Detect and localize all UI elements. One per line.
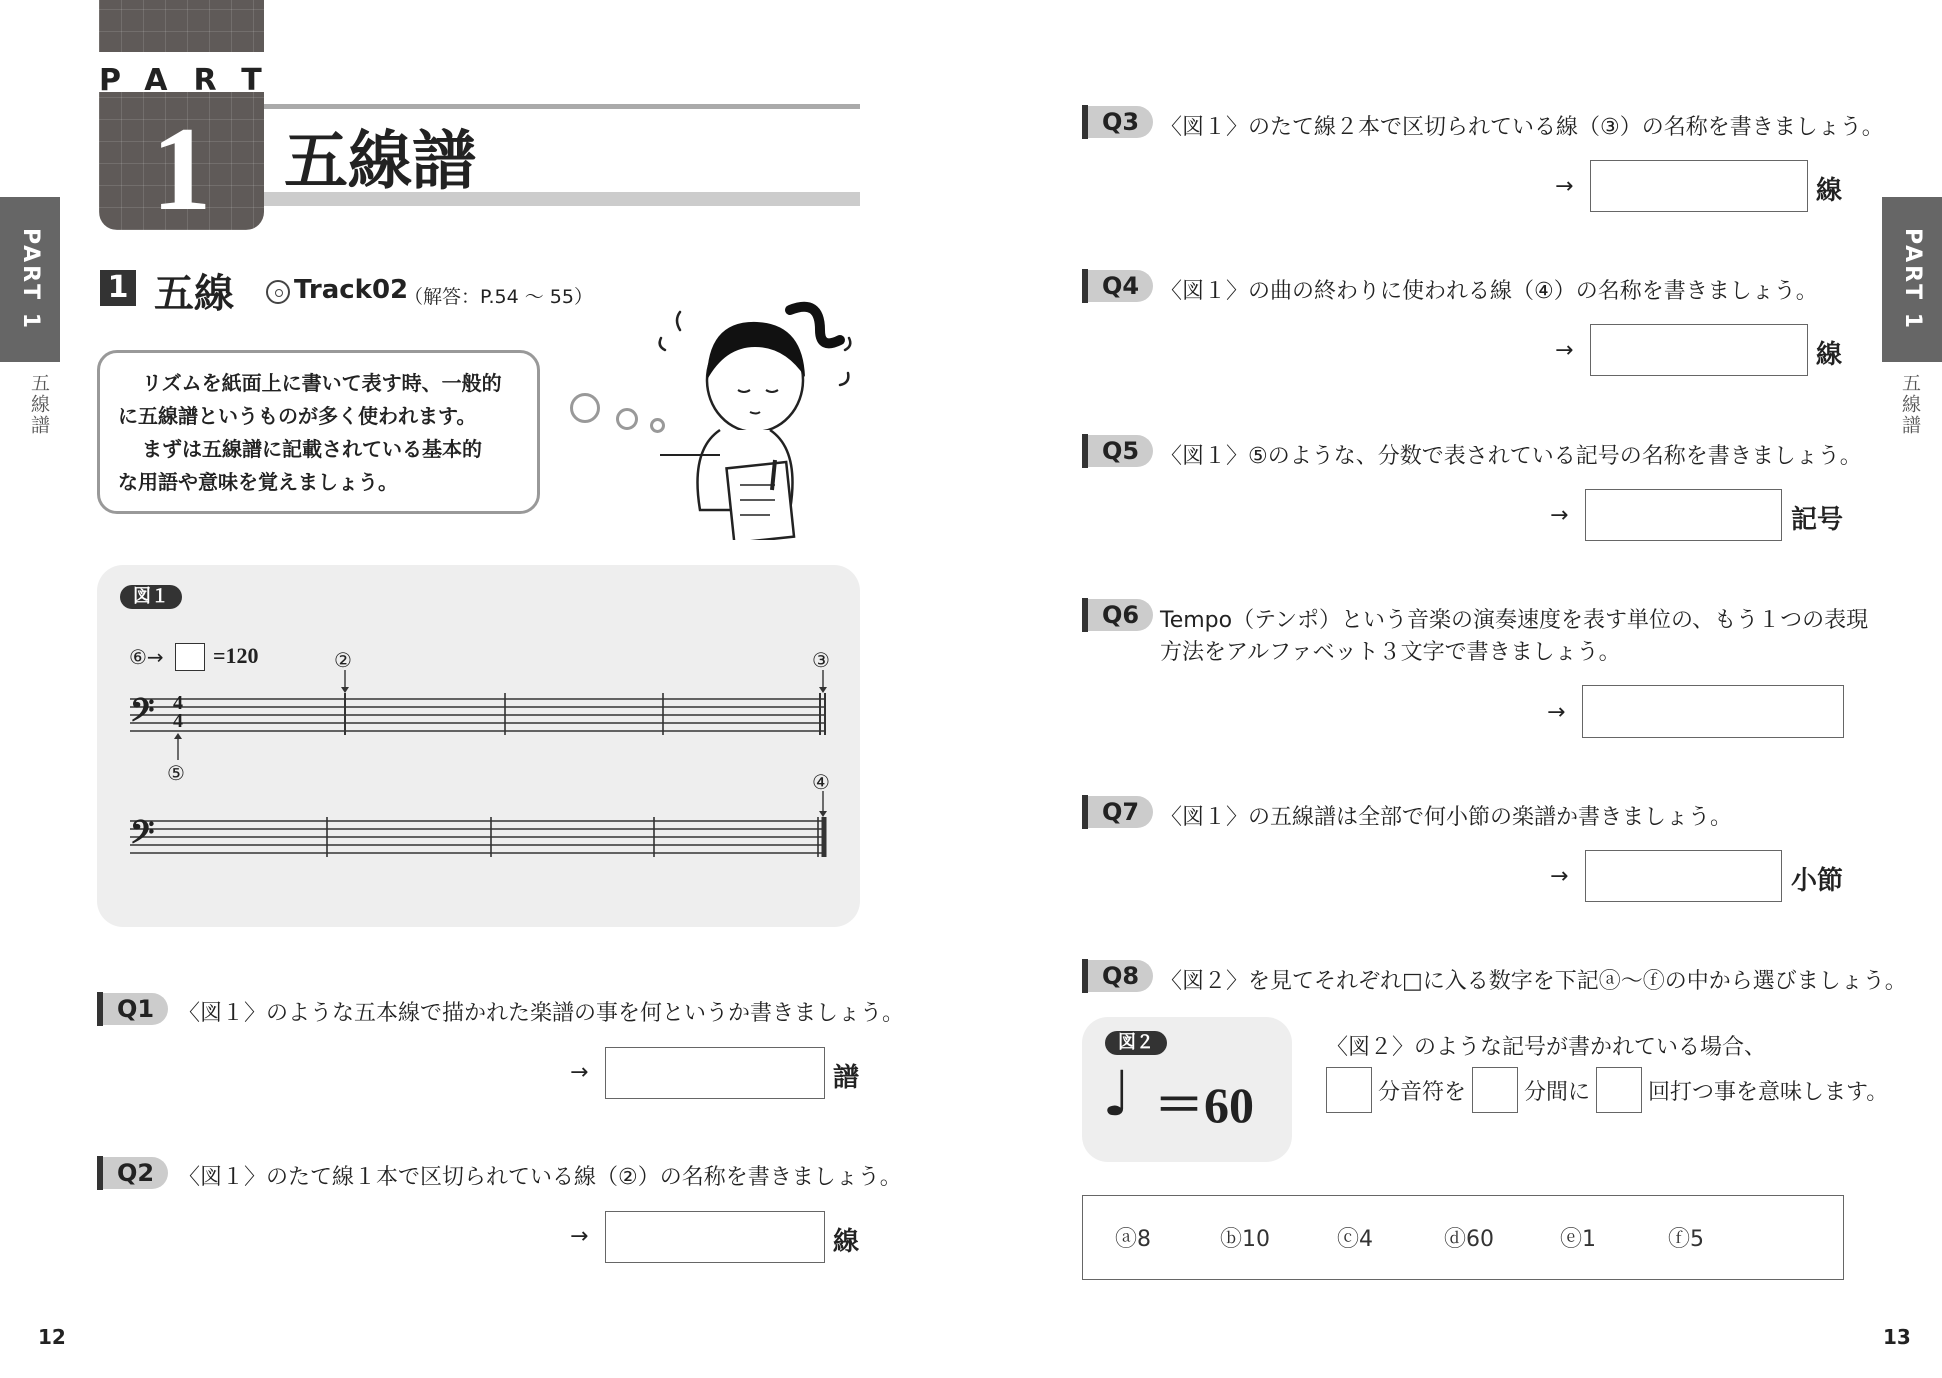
choice-b: ⓑ10: [1220, 1227, 1270, 1252]
q2-tag: Q2: [103, 1157, 168, 1189]
q6-tag: Q6: [1088, 599, 1153, 631]
q5-text: 〈図１〉⑤のような、分数で表されている記号の名称を書きましょう。: [1160, 444, 1862, 469]
q8-blank-1[interactable]: [1326, 1067, 1372, 1113]
choice-e: ⓔ1: [1560, 1227, 1596, 1252]
q7-suffix: 小節: [1791, 866, 1844, 896]
track-label: Track02: [294, 275, 409, 305]
cd-icon: [266, 280, 290, 304]
page-number-right: 13: [1883, 1325, 1911, 1349]
arrow-icon: →: [1550, 503, 1569, 528]
svg-text:𝄢: 𝄢: [130, 691, 155, 736]
q6-text: Tempo（テンポ）という音楽の演奏速度を表す単位の、もう１つの表現: [1160, 608, 1869, 633]
q5-suffix: 記号: [1791, 505, 1844, 535]
q6-answer-box[interactable]: [1582, 685, 1844, 738]
figure-1-panel: [97, 565, 860, 927]
q1-text: 〈図１〉のような五本線で描かれた楽譜の事を何というか書きましょう。: [178, 1001, 905, 1026]
arrow-icon: →: [1555, 338, 1574, 363]
q1-tag: Q1: [103, 993, 168, 1025]
side-tab-right-sub: 五線譜: [1899, 373, 1921, 436]
chapter-title: 五線譜: [284, 125, 476, 199]
part-label: PART: [99, 63, 288, 98]
arrow-icon: →: [1550, 864, 1569, 889]
q4-answer-box[interactable]: [1590, 324, 1808, 376]
tempo-value: =120: [213, 643, 259, 668]
marker-5: ⑤: [167, 761, 185, 785]
intro-speech-bubble: [97, 350, 540, 514]
q8-blank-2[interactable]: [1472, 1067, 1518, 1113]
thought-dot: [570, 393, 600, 423]
question-q7: [1082, 795, 1153, 829]
figure-2-label: 図２: [1105, 1031, 1167, 1055]
q1-suffix: 譜: [833, 1063, 860, 1093]
q4-suffix: 線: [1816, 340, 1843, 370]
choice-a: ⓐ8: [1115, 1227, 1151, 1252]
side-tab-left-sub: 五線譜: [28, 373, 50, 436]
intro-line: に五線譜というものが多く使われます。: [118, 404, 477, 428]
q2-suffix: 線: [833, 1227, 860, 1257]
svg-text:𝄢: 𝄢: [130, 813, 155, 858]
arrow-icon: →: [570, 1224, 589, 1249]
arrow-icon: →: [1547, 700, 1566, 725]
part-number: 1: [151, 102, 212, 235]
q3-tag: Q3: [1088, 106, 1153, 138]
question-q5: [1082, 434, 1153, 468]
arrow-icon: →: [1555, 174, 1574, 199]
q8-tag: Q8: [1088, 960, 1153, 992]
q1-answer-box[interactable]: [605, 1047, 825, 1099]
question-q8: [1082, 959, 1153, 993]
q8-blank-3[interactable]: [1596, 1067, 1642, 1113]
side-tab-right: PART 1: [1882, 197, 1942, 362]
choice-c: ⓒ4: [1337, 1227, 1373, 1252]
question-q2: [97, 1156, 168, 1190]
q7-answer-box[interactable]: [1585, 850, 1782, 902]
part-header-tab: [99, 0, 288, 235]
q2-text: 〈図１〉のたて線１本で区切られている線（②）の名称を書きましょう。: [178, 1165, 902, 1190]
q7-tag: Q7: [1088, 796, 1153, 828]
question-q6: [1082, 598, 1153, 632]
q8-part-3: 回打つ事を意味します。: [1648, 1079, 1889, 1105]
q8-part-2: 分間に: [1524, 1079, 1591, 1105]
page-number-left: 12: [38, 1325, 66, 1349]
answer-reference: （解答：P.54 ～ 55）: [404, 286, 593, 308]
section-number: 1: [100, 270, 136, 306]
q2-answer-box[interactable]: [605, 1211, 825, 1263]
thought-dot: [616, 408, 638, 430]
question-q1: [97, 992, 168, 1026]
q4-text: 〈図１〉の曲の終わりに使われる線（④）の名称を書きましょう。: [1160, 279, 1818, 304]
figure-2-panel: [1082, 1017, 1292, 1162]
question-q4: [1082, 269, 1153, 303]
girl-writing-illustration: [640, 290, 860, 540]
q7-text: 〈図１〉の五線譜は全部で何小節の楽譜か書きましょう。: [1160, 805, 1733, 830]
marker-4: ④: [812, 770, 830, 794]
question-q3: [1082, 105, 1153, 139]
q8-sentence-1: 〈図２〉のような記号が書かれている場合、: [1326, 1035, 1767, 1060]
q6-text-line2: 方法をアルファベット３文字で書きましょう。: [1160, 640, 1621, 665]
staff-notation: [97, 565, 860, 927]
q5-answer-box[interactable]: [1585, 489, 1782, 541]
choice-f: ⓕ5: [1668, 1227, 1704, 1252]
marker-2: ②: [334, 648, 352, 672]
time-signature-bottom: 4: [173, 710, 183, 732]
arrow-icon: →: [570, 1060, 589, 1085]
tempo-equals-value: ＝60: [1154, 1077, 1254, 1133]
q3-suffix: 線: [1816, 176, 1843, 206]
choice-d: ⓓ60: [1444, 1227, 1494, 1252]
section-title: 五線: [154, 271, 234, 317]
q8-part-1: 分音符を: [1378, 1079, 1467, 1105]
q5-tag: Q5: [1088, 435, 1153, 467]
intro-line: まずは五線譜に記載されている基本的: [142, 437, 482, 461]
intro-line: リズムを紙面上に書いて表す時、一般的: [142, 371, 502, 395]
marker-3: ③: [812, 648, 830, 672]
intro-line: な用語や意味を覚えましょう。: [118, 470, 398, 494]
quarter-note-icon: ♩: [1102, 1057, 1132, 1130]
time-signature-top: 4: [173, 692, 183, 714]
choices-box: [1082, 1195, 1844, 1280]
q8-sentence-2: [1326, 1067, 1888, 1113]
q4-tag: Q4: [1088, 270, 1153, 302]
q3-text: 〈図１〉のたて線２本で区切られている線（③）の名称を書きましょう。: [1160, 115, 1884, 140]
figure-1-label: 図１: [120, 585, 182, 609]
tempo-marker-6: ⑥→: [129, 645, 164, 669]
q3-answer-box[interactable]: [1590, 160, 1808, 212]
q8-text: 〈図２〉を見てそれぞれ□に入る数字を下記ⓐ～ⓕの中から選びましょう。: [1160, 969, 1907, 994]
side-tab-left: PART 1: [0, 197, 60, 362]
